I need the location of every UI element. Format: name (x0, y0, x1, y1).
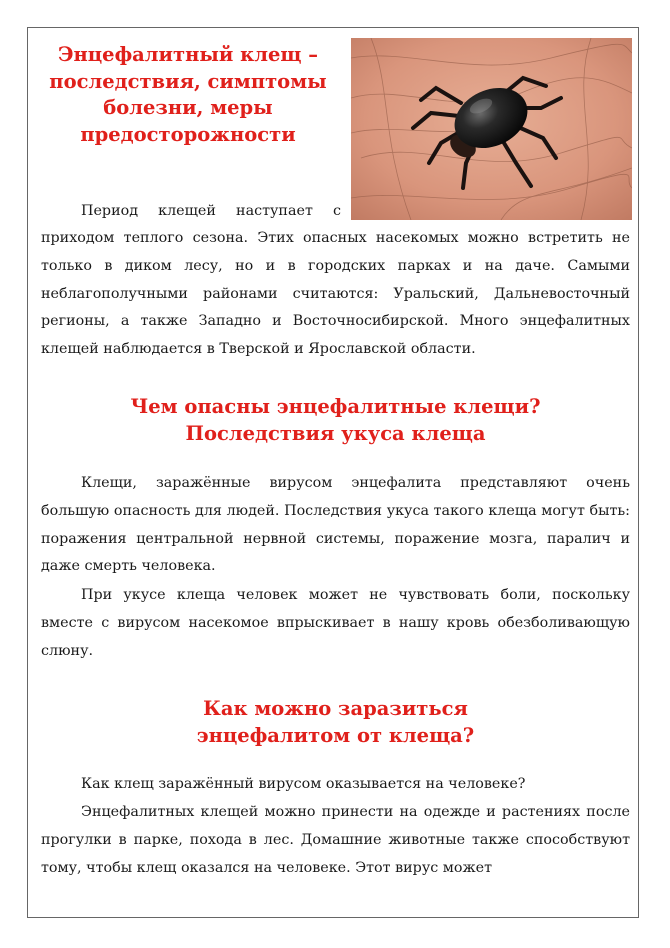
section2-paragraph1: Как клещ заражённый вирусом оказывается на человеке? (81, 776, 526, 792)
section1-heading-line1: Чем опасны энцефалитные клещи? (130, 395, 541, 418)
section2-heading-line1: Как можно заразиться (203, 697, 468, 720)
section2-paragraph2: Энцефалитных клещей можно принести на одежде и растениях после прогулки в парке, похода в лес. Домашние животные также способствуют тому, чтобы клещ оказался на человеке. Этот вирус может (41, 804, 630, 876)
section2-heading-line2: энцефалитом от клеща? (196, 724, 475, 747)
section2-heading (41, 695, 630, 749)
intro-first-line: Период клещей наступает с (81, 203, 341, 219)
tick-photo (351, 38, 632, 220)
section1-heading (41, 393, 630, 447)
intro-paragraph: приходом теплого сезона. Этих опасных насекомых можно встретить не только в диком лесу, но и в городских парках и на даче. Самыми неблагополучными районами считаются: Уральский, Дальневосточный регионы, а также Западно и Восточносибирской. Много энцефалитных клещей наблюдается в Тверской и Ярославской области. (41, 230, 630, 358)
section1-paragraph2: При укусе клеща человек может не чувствовать боли, поскольку вместе с вирусом насекомое впрыскивает в нашу кровь обезболивающую слюну. (41, 587, 630, 659)
document-title: Энцефалитный клещ – последствия, симптомы болезни, меры предосторожности (49, 43, 327, 146)
section1-heading-line2: Последствия укуса клеща (185, 422, 486, 445)
tick-on-skin-photo-icon (351, 38, 632, 220)
section1-paragraph1: Клещи, заражённые вирусом энцефалита представляют очень большую опасность для людей. Последствия укуса такого клеща могут быть: поражения центральной нервной системы, поражение мозга, паралич и даже смерть человека. (41, 475, 630, 575)
